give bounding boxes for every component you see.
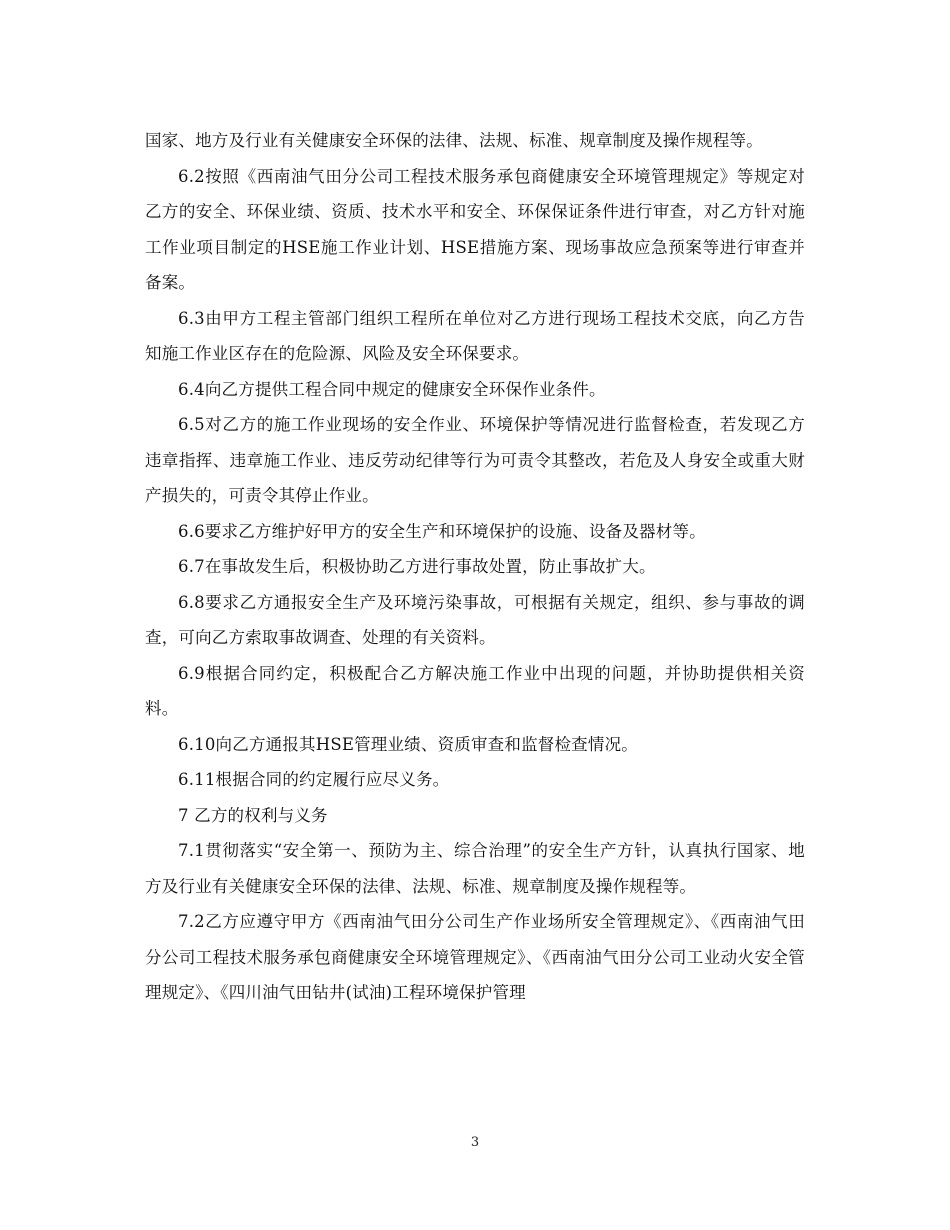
page-number: 3 — [470, 1135, 480, 1150]
paragraph-6-6: 6.6要求乙方维护好甲方的安全生产和环境保护的设施、设备及器材等。 — [178, 521, 706, 541]
paragraph-continuation: 国家、地方及行业有关健康安全环保的法律、法规、标准、规章制度及操作规程等。 — [145, 131, 763, 150]
paragraph-6-5: 6.5对乙方的施工作业现场的安全作业、环境保护等情况进行监督检查，若发现乙方违章指挥、违章施工作业、违反劳动纪律等行为可责令其整改，若危及人身安全或重大财产损失的，可责令其停止作业。 — [145, 415, 805, 505]
paragraph-6-7: 6.7在事故发生后，积极协助乙方进行事故处置，防止事故扩大。 — [178, 557, 656, 576]
paragraph-6-8: 6.8要求乙方通报安全生产及环境污染事故，可根据有关规定，组织、参与事故的调查，可向乙方索取事故调查、处理的有关资料。 — [145, 592, 805, 647]
paragraph-6-4: 6.4向乙方提供工程合同中规定的健康安全环保作业条件。 — [178, 379, 606, 399]
paragraph-6-11: 6.11根据合同的约定履行应尽义务。 — [178, 770, 450, 789]
document-body — [145, 123, 805, 1011]
paragraph-6-3: 6.3由甲方工程主管部门组织工程所在单位对乙方进行现场工程技术交底，向乙方告知施工作业区存在的危险源、风险及安全环保要求。 — [145, 308, 805, 363]
paragraph-7-1: 7.1贯彻落实“安全第一、预防为主、综合治理”的安全生产方针，认真执行国家、地方及行业有关健康安全环保的法律、法规、标准、规章制度及操作规程等。 — [145, 841, 805, 896]
paragraph-6-2: 6.2按照《西南油气田分公司工程技术服务承包商健康安全环境管理规定》等规定对乙方的安全、环保业绩、资质、技术水平和安全、环保保证条件进行审查，对乙方针对施工作业项目制定的HSE施工作业计划、HSE措施方案、现场事故应急预案等进行审查并备案。 — [145, 166, 805, 292]
paragraph-6-9: 6.9根据合同约定，积极配合乙方解决施工作业中出现的问题，并协助提供相关资料。 — [145, 663, 805, 718]
paragraph-7-2: 7.2乙方应遵守甲方《西南油气田分公司生产作业场所安全管理规定》、《西南油气田分公司工程技术服务承包商健康安全环境管理规定》、《西南油气田分公司工业动火安全管理规定》、《四川油气田钻井(试油)工程环境保护管理 — [145, 912, 805, 1002]
paragraph-6-10: 6.10向乙方通报其HSE管理业绩、资质审查和监督检查情况。 — [178, 734, 638, 754]
section-heading-7: 7 乙方的权利与义务 — [178, 805, 328, 825]
